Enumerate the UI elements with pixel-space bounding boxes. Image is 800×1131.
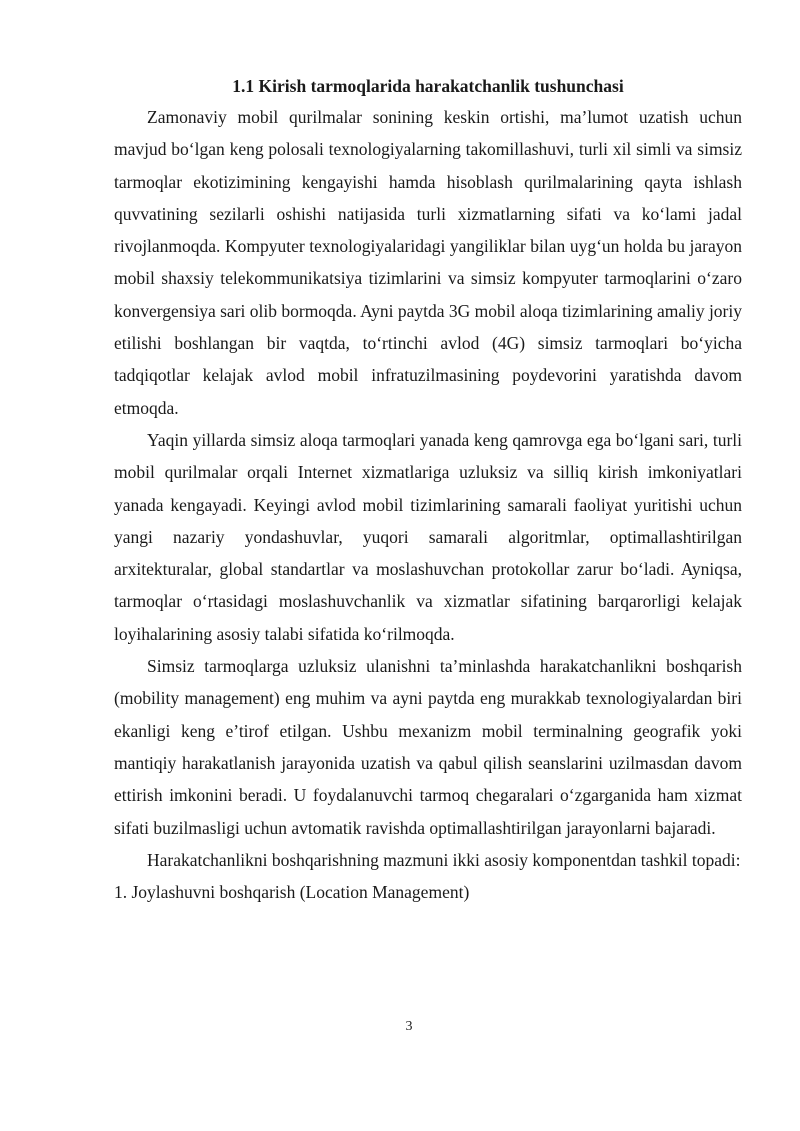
section-heading: 1.1 Kirish tarmoqlarida harakatchanlik tushunchasi xyxy=(232,76,624,96)
page-content xyxy=(114,74,742,908)
list-item-location-management: 1. Joylashuvni boshqarish (Location Management) xyxy=(114,882,470,903)
paragraph-mobility-management: Simsiz tarmoqlarga uzluksiz ulanishni ta’minlashda harakatchanlikni boshqarish (mobility management) eng muhim va ayni paytda eng murakkab texnologiyalardan biri ekanligi keng e’tirof etilgan. Ushbu mexanizm mobil terminalning geografik yoki mantiqiy harakatlanish jarayonida uzatish va qabul qilish seanslarini uzilmasdan davom ettirish imkonini beradi. U foydalanuvchi tarmoq chegaralari o‘zgarganida ham xizmat sifati buzilmasligi uchun avtomatik ravishda optimallashtirilgan jarayonlarni bajaradi. xyxy=(114,656,742,838)
paragraph-components: Harakatchanlikni boshqarishning mazmuni ikki asosiy komponentdan tashkil topadi: xyxy=(147,849,741,870)
paragraph-intro: Zamonaviy mobil qurilmalar sonining keskin ortishi, ma’lumot uzatish uchun mavjud bo‘lgan keng polosali texnologiyalarning takomillashuvi, turli xil simli va simsiz tarmoqlar ekotizimining kengayishi hamda hisoblash qurilmalarining qayta ishlash quvvatining sezilarli oshishi natijasida turli xizmatlarning sifati va ko‘lami jadal rivojlanmoqda. Kompyuter texnologiyalaridagi yangiliklar bilan uyg‘un holda bu jarayon mobil shaxsiy telekommunikatsiya tizimlarini va simsiz kompyuter tarmoqlarini o‘zaro konvergensiya sari olib bormoqda. Ayni paytda 3G mobil aloqa tizimlarining amaliy joriy etilishi boshlangan bir vaqtda, to‘rtinchi avlod (4G) simsiz tarmoqlari bo‘yicha tadqiqotlar kelajak avlod mobil infratuzilmasining poydevorini yaratishda davom etmoqda. xyxy=(114,107,742,418)
paragraph-wireless-networks: Yaqin yillarda simsiz aloqa tarmoqlari yanada keng qamrovga ega bo‘lgani sari, turli mobil qurilmalar orqali Internet xizmatlariga uzluksiz va silliq kirish imkoniyatlari yanada kengayadi. Keyingi avlod mobil tizimlarining samarali faoliyat yuritishi uchun yangi nazariy yondashuvlar, yuqori samarali algoritmlar, optimallashtirilgan arxitekturalar, global standartlar va moslashuvchan protokollar zarur bo‘ladi. Ayniqsa, tarmoqlar o‘rtasidagi moslashuvchanlik va xizmatlar sifatining barqarorligi kelajak loyihalarining asosiy talabi sifatida ko‘rilmoqda. xyxy=(114,429,742,644)
page-number: 3 xyxy=(405,1019,413,1034)
